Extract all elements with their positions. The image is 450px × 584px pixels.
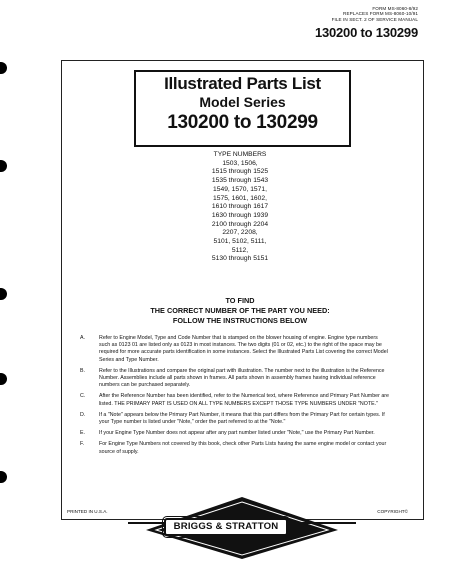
type-number-line: 1535 through 1543 <box>211 177 269 185</box>
header-model-range: 130200 to 130299 <box>314 25 418 40</box>
instruction-text: If a "Note" appears below the Primary Part Number, it means that this part differs from the Primary Part for certain types. If your Type number is listed under "Note," order the part referred to at the "Note." <box>99 411 385 426</box>
binder-hole <box>0 288 7 300</box>
type-number-line: 1503, 1506, <box>222 159 258 167</box>
model-series-range: 130200 to 130299 <box>167 112 318 133</box>
binder-hole <box>0 373 7 385</box>
instruction-item <box>80 393 390 407</box>
form-info-line: FILE IN SECT. 2 OF SERVICE MANUAL <box>331 16 418 22</box>
form-info-line: REPLACES FORM MS-8060-10/91 <box>343 11 418 17</box>
instruction-letter: C. <box>80 393 86 400</box>
instruction-letter: B. <box>80 367 86 374</box>
instruction-text: If your Engine Type Number does not appear after any part number listed under "Note," use the Primary Part Number. <box>99 430 375 437</box>
instruction-text: For Engine Type Numbers not covered by this book, check other Parts Lists having the same engine model or contact your source of supply. <box>99 441 387 455</box>
type-number-line: 5130 through 5151 <box>211 255 269 263</box>
type-number-line: 2207, 2208, <box>222 229 258 237</box>
instruction-item <box>80 412 390 426</box>
copyright-notice: COPYRIGHT© <box>377 509 408 514</box>
find-heading-line: FOLLOW THE INSTRUCTIONS BELOW <box>172 315 308 325</box>
instruction-letter: A. <box>80 335 86 341</box>
instructions-heading <box>80 296 400 325</box>
binder-hole <box>0 62 7 74</box>
instruction-item <box>80 430 390 437</box>
type-number-line: 1549, 1570, 1571, <box>213 185 267 193</box>
document-title: Illustrated Parts List <box>164 74 321 93</box>
instruction-text: Refer to Engine Model, Type and Code Number that is stamped on the blower housing of engine. Engine type numbers such as 0123 01 are listed only as 0123 in most instances. The two digits (01 or 02, etc.) to the right of the space may be required for more accurate parts identification in some instances. Select the Illustrated Parts List covering the correct Model Series and Type Number. <box>99 335 388 363</box>
type-number-line: 5101, 5102, 5111, <box>213 238 267 246</box>
instruction-text: After the Reference Number has been identified, refer to the Numerical text, where Reference and Primary Part Number are listed. THE PRIMARY PART IS USED ON ALL TYPE NUMBERS EXCEPT THOSE TYPE NUMBERS UNDER "NOTE." <box>99 393 389 407</box>
find-heading-line: TO FIND <box>225 296 255 305</box>
instruction-item <box>80 368 390 390</box>
brand-logo <box>164 518 288 536</box>
instruction-letter: D. <box>80 411 86 418</box>
instructions-list <box>80 335 390 456</box>
type-number-line: 2100 through 2204 <box>211 220 269 228</box>
type-number-line: 1610 through 1617 <box>211 203 269 211</box>
registered-mark: ® <box>270 541 274 547</box>
instruction-letter: F. <box>80 441 85 448</box>
brand-logo-text: BRIGGS & STRATTON <box>173 521 279 532</box>
instruction-text: Refer to the Illustrations and compare the original part with illustration. The number next to the illustration is the Reference Number. Assemblies include all parts shown in frames. All parts shown in assembly frames having individual reference numbers can be purchased separately. <box>99 367 385 389</box>
binder-hole <box>0 160 7 172</box>
title-box <box>134 70 351 147</box>
printed-in-usa: PRINTED IN U.S.A. <box>67 509 108 514</box>
form-info-line: FORM MS-8060-8/92 <box>372 6 418 11</box>
instruction-letter: E. <box>80 430 86 437</box>
document-subtitle: Model Series <box>199 94 286 110</box>
instruction-item <box>80 335 390 364</box>
find-heading-line: THE CORRECT NUMBER OF THE PART YOU NEED: <box>150 305 330 315</box>
type-number-line: 1575, 1601, 1602, <box>213 194 267 202</box>
binder-hole <box>0 471 7 483</box>
form-info <box>332 6 418 22</box>
type-number-line: 5112, <box>231 246 249 254</box>
type-numbers-list <box>150 151 330 264</box>
type-number-line: 1630 through 1939 <box>211 211 269 219</box>
type-number-line: 1515 through 1525 <box>211 168 269 176</box>
instruction-item <box>80 441 390 455</box>
type-numbers-heading: TYPE NUMBERS <box>213 151 267 158</box>
